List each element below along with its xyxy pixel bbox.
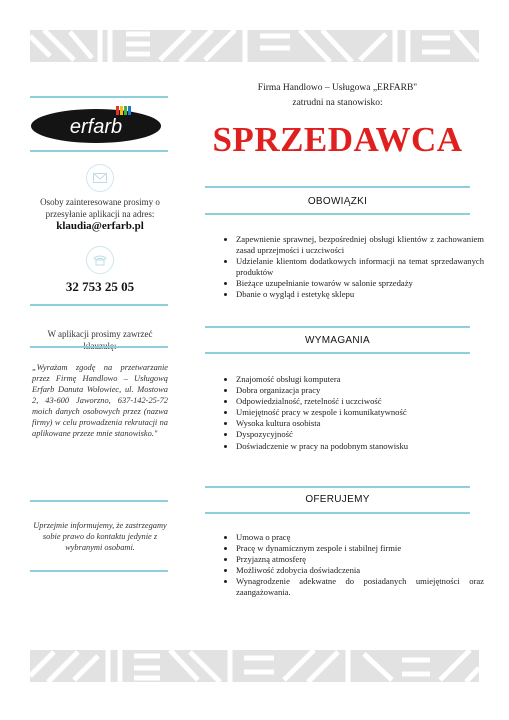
position-title: SPRZEDAWCA (212, 120, 463, 159)
list-item: • Dbanie o wygląd i estetykę sklepu (236, 289, 484, 300)
contact-notice: Uprzejmie informujemy, że zastrzegamy sobie prawo do kontaktu jedynie z wybranymi osobami. (33, 521, 167, 552)
logo-text: erfarb (69, 116, 123, 138)
contact-email[interactable]: klaudia@erfarb.pl (56, 220, 144, 232)
list-item: • Znajomość obsługi komputera (236, 374, 484, 385)
telephone-icon (86, 246, 114, 274)
list-item: • Wynagrodzenie adekwatne do posiadanych umiejętności oraz zaangażowania. (236, 576, 484, 598)
list-item: • Przyjazną atmosferę (236, 554, 484, 565)
list-item: • Zapewnienie sprawnej, bezpośredniej obsługi klientów z zachowaniem zasad uprzejmości i uczciwości (236, 234, 484, 256)
list-item: • Dobra organizacja pracy (236, 385, 484, 396)
section-heading-offer: OFERUJEMY (305, 494, 370, 505)
contact-phone[interactable]: 32 753 25 05 (65, 279, 135, 294)
list-item: • Udzielanie klientom dodatkowych informacji na temat sprzedawanych produktów (236, 256, 484, 278)
list-item: • Umiejętność pracy w zespole i komunikatywność (236, 407, 484, 418)
offer-list (222, 532, 484, 599)
logo-color-stripe (128, 106, 131, 115)
section-heading-duties: OBOWIĄZKI (307, 196, 368, 207)
firm-line: Firma Handlowo – Usługowa „ERFARB" (257, 83, 418, 93)
section-heading-requirements: WYMAGANIA (305, 335, 370, 346)
erfarb-logo (30, 104, 162, 144)
divider (205, 326, 470, 328)
list-item: • Bieżące uzupełnianie towarów w salonie sprzedaży (236, 278, 484, 289)
list-item: • Możliwość zdobycia doświadczenia (236, 565, 484, 576)
divider (205, 352, 470, 354)
divider (30, 150, 168, 152)
logo-color-stripe (124, 106, 127, 115)
decorative-stripe-band-top (30, 30, 479, 62)
divider (205, 512, 470, 514)
consent-clause: „Wyrażam zgodę na przetwarzanie przez Firmę Handlowo – Usługową Erfarb Danuta Wołowiec, ul. Mostowa 2, 43-600 Jaworzno, 637-142-25-72 moich danych osobowych przez (nazwa firmy) w celu prowadzenia rekrutacji na aplikowane przeze mnie stanowisko." (32, 363, 168, 438)
duties-list (222, 234, 484, 301)
requirements-list (222, 374, 484, 452)
list-item: • Wysoka kultura osobista (236, 418, 484, 429)
logo-color-stripe (116, 106, 119, 115)
clause-header: W aplikacji prosimy zawrzeć (47, 329, 153, 339)
decorative-stripe-band-bottom (30, 650, 479, 682)
divider (30, 570, 168, 572)
list-item: • Doświadczenie w pracy na podobnym stanowisku (236, 441, 484, 452)
divider (205, 186, 470, 188)
contact-intro: Osoby zainteresowane prosimy o przesyłanie aplikacji na adres: (40, 197, 160, 219)
divider (205, 486, 470, 488)
list-item: • Umowa o pracę (236, 532, 484, 543)
envelope-icon (86, 164, 114, 192)
hire-line: zatrudni na stanowisko: (292, 98, 383, 108)
divider (30, 500, 168, 502)
divider (30, 96, 168, 98)
logo-color-stripe (120, 106, 123, 115)
list-item: • Odpowiedzialność, rzetelność i uczciwość (236, 396, 484, 407)
divider (30, 346, 168, 348)
divider (205, 213, 470, 215)
list-item: • Pracę w dynamicznym zespole i stabilnej firmie (236, 543, 484, 554)
divider (30, 304, 168, 306)
list-item: • Dyspozycyjność (236, 429, 484, 440)
